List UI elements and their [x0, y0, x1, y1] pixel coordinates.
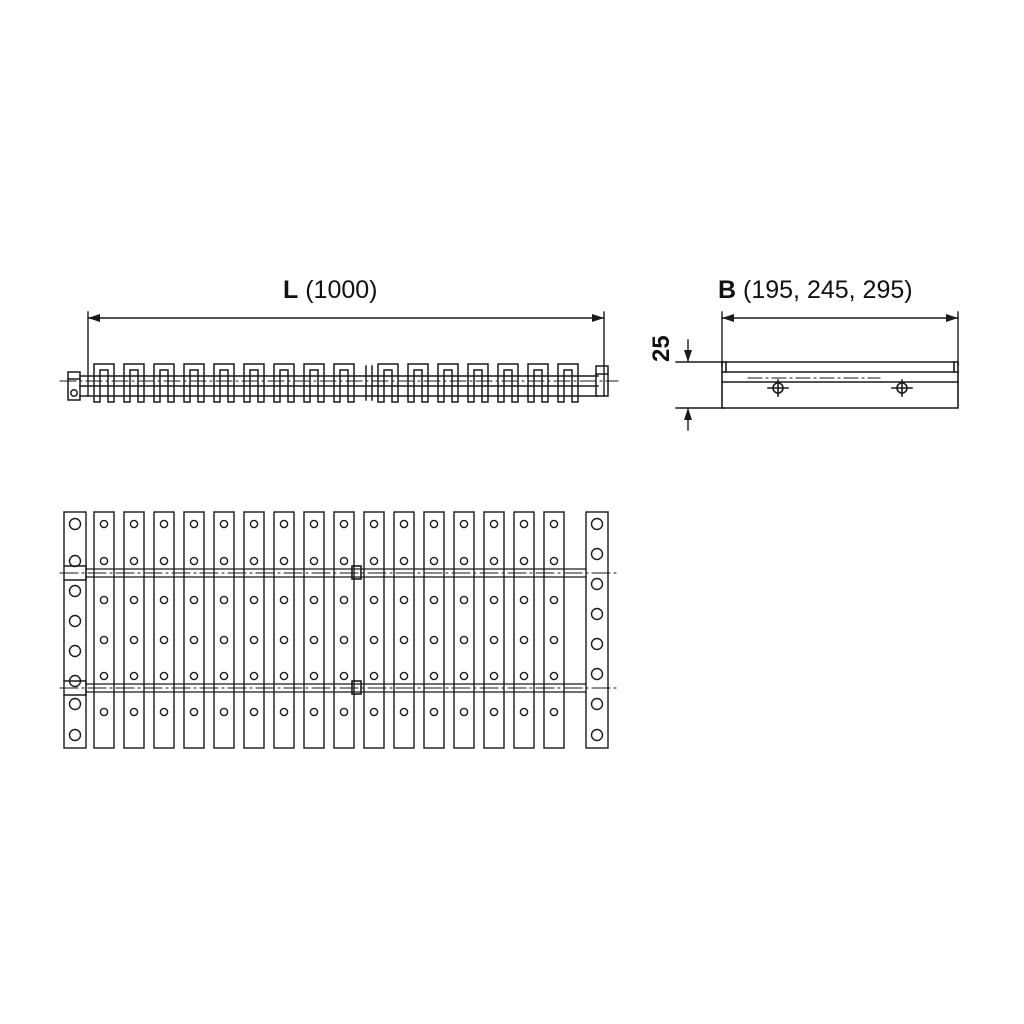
width-dimension-label: [718, 276, 913, 305]
hole-row: [100, 520, 557, 527]
hole-row: [100, 557, 557, 564]
height-dimension-label: 25: [648, 335, 675, 362]
width-symbol: B: [718, 276, 737, 304]
length-value: (1000): [305, 276, 378, 304]
dimension-line-height: [676, 340, 724, 430]
hole-row: [100, 636, 557, 643]
dimension-line-length: [88, 312, 604, 396]
hole-row: [100, 596, 557, 603]
dimension-line-width: [722, 312, 958, 366]
plan-view-grating: [60, 512, 616, 748]
length-symbol: L: [283, 276, 299, 304]
side-view-grating: [722, 362, 958, 408]
hole-row: [100, 708, 557, 715]
hole-row: [100, 672, 557, 679]
length-dimension-label: [283, 276, 378, 305]
front-view-grating: [60, 364, 618, 402]
width-value: (195, 245, 295): [743, 276, 913, 304]
